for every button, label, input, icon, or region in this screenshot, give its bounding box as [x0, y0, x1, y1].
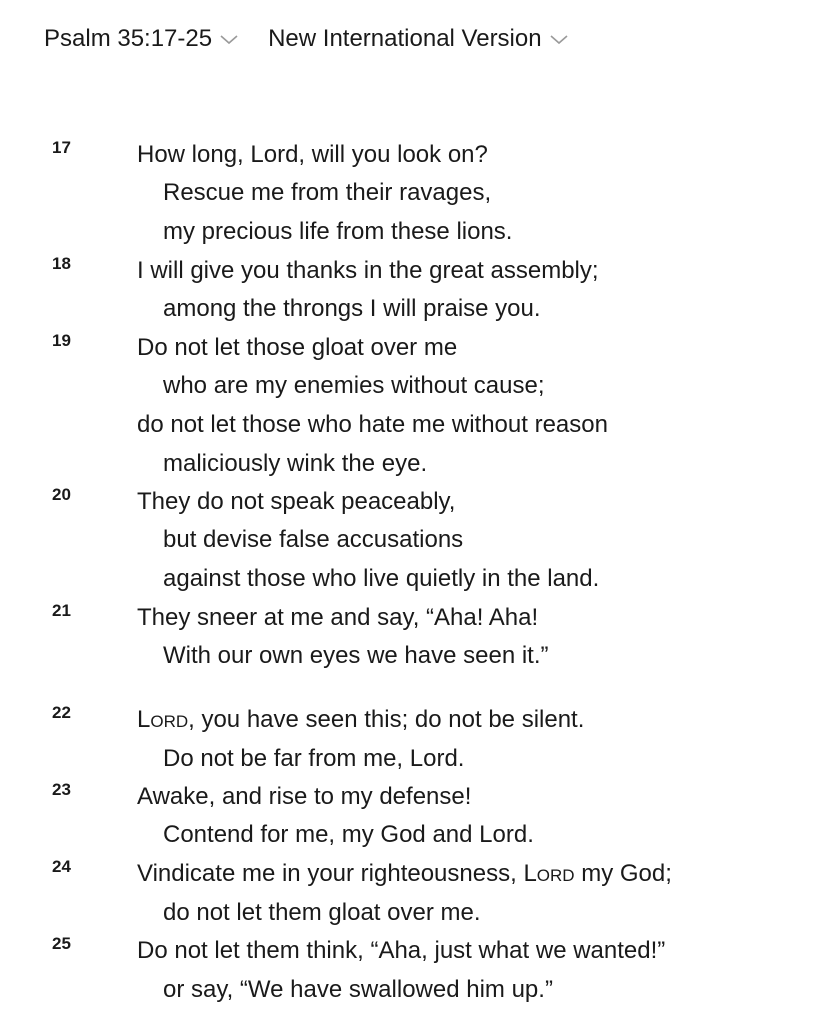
verse-line: Do not be far from me, Lord. [163, 745, 465, 772]
verse-line: They do not speak peaceably, [137, 488, 456, 515]
verse-line: but devise false accusations [163, 526, 464, 553]
verse-line [137, 859, 672, 889]
divine-name: Lord [523, 860, 575, 887]
version-selector[interactable] [268, 25, 570, 53]
verse-line: Contend for me, my God and Lord. [163, 821, 534, 848]
reference-selector[interactable] [44, 25, 240, 53]
verse-line: against those who live quietly in the land. [163, 565, 600, 592]
version-label: New International Version [268, 25, 542, 52]
verse-number: 18 [52, 254, 71, 273]
verse-line-text: my God; [574, 860, 672, 887]
reference-label: Psalm 35:17-25 [44, 25, 213, 52]
verse-line: among the throngs I will praise you. [163, 295, 541, 322]
verse-line-text: Vindicate me in your righteousness, [137, 860, 524, 887]
verse-number: 22 [52, 703, 71, 722]
verse-number: 23 [52, 780, 71, 799]
verse-number: 21 [52, 601, 71, 620]
verse-number: 25 [52, 934, 71, 953]
verse-number: 19 [52, 331, 71, 350]
verse-line: do not let those who hate me without reason [137, 411, 608, 438]
chevron-down-icon [548, 32, 570, 46]
verse-line: Rescue me from their ravages, [163, 179, 492, 206]
verse-number: 20 [52, 485, 71, 504]
verse-number: 24 [52, 857, 71, 876]
verse-line: Do not let them think, “Aha, just what we wanted!” [137, 937, 666, 964]
verse-line: Do not let those gloat over me [137, 334, 458, 361]
verse-line: or say, “We have swallowed him up.” [163, 976, 553, 1003]
verse-line: How long, Lord, will you look on? [137, 141, 488, 168]
verse-number: 17 [52, 138, 71, 157]
verse-line: do not let them gloat over me. [163, 899, 481, 926]
verse-line-text: , you have seen this; do not be silent. [188, 706, 585, 733]
verse-line: With our own eyes we have seen it.” [163, 642, 549, 669]
verse-line: who are my enemies without cause; [163, 372, 545, 399]
verse-line: my precious life from these lions. [163, 218, 513, 245]
verse-line: Awake, and rise to my defense! [137, 783, 472, 810]
verse-line: They sneer at me and say, “Aha! Aha! [137, 604, 539, 631]
verse-line: I will give you thanks in the great assembly; [137, 257, 599, 284]
verse-line: maliciously wink the eye. [163, 450, 428, 477]
divine-name: Lord [137, 706, 189, 733]
passage-header [44, 22, 570, 56]
chevron-down-icon [218, 32, 240, 46]
verse-line [137, 705, 584, 735]
